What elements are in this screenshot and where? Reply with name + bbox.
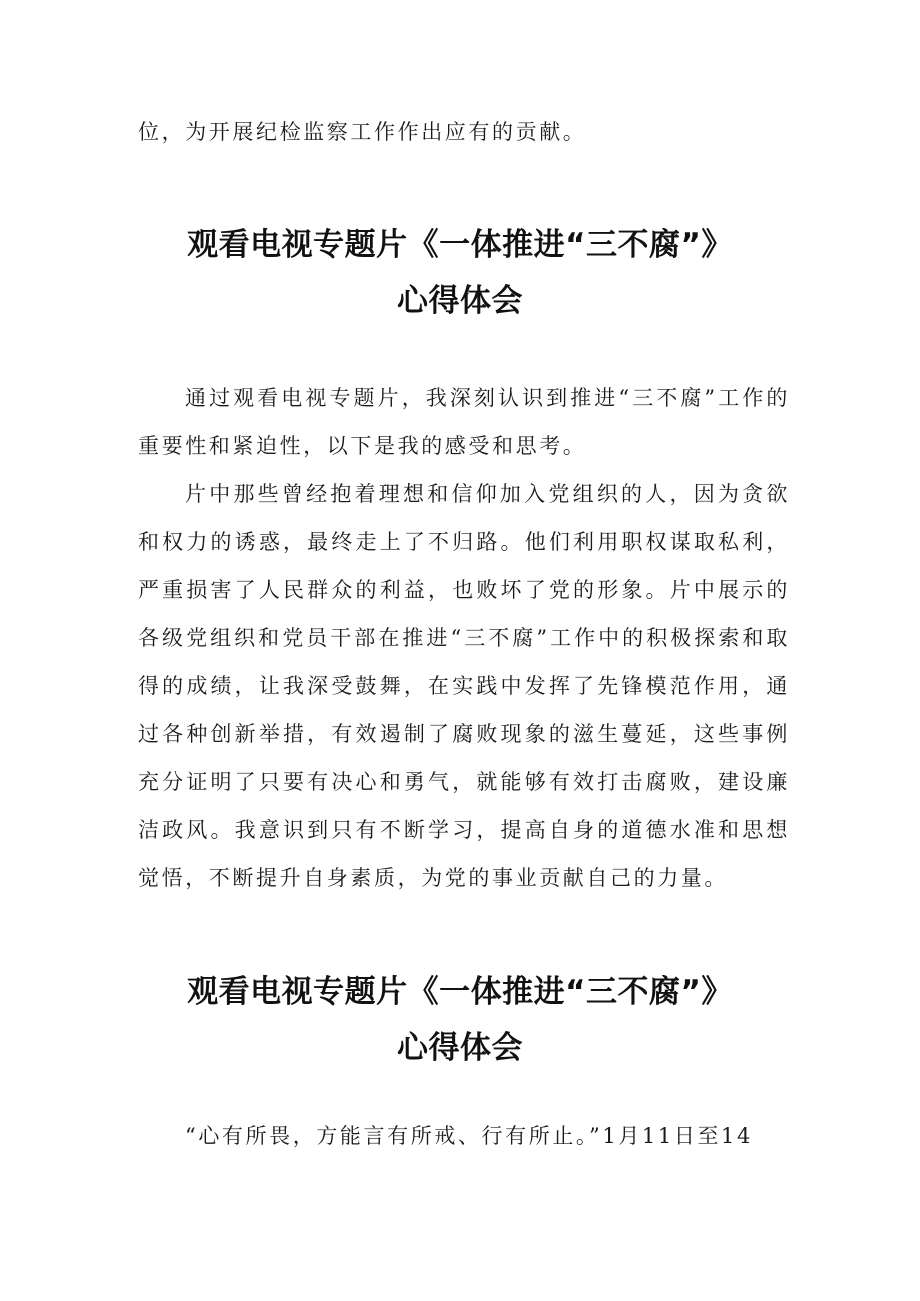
section-2-title <box>80 964 840 1076</box>
section-2-paragraph-1: “心有所畏，方能言有所戒、行有所止。”1月11日至14 <box>185 1124 753 1148</box>
section-1-body <box>138 374 790 902</box>
section-1-title-line-1: 观看电视专题片《一体推进“三不腐”》 <box>187 227 733 263</box>
section-2-title-line-2: 心得体会 <box>397 1030 523 1066</box>
section-1-paragraph-1: 通过观看电视专题片，我深刻认识到推进“三不腐”工作的重要性和紧迫性，以下是我的感受和思考。 <box>138 386 790 458</box>
section-1-title-line-2: 心得体会 <box>397 283 523 319</box>
section-2-title-line-1: 观看电视专题片《一体推进“三不腐”》 <box>187 974 733 1010</box>
intro-fragment: 位，为开展纪检监察工作作出应有的贡献。 <box>138 120 587 144</box>
section-1-title <box>80 217 840 329</box>
section-1-paragraph-2: 片中那些曾经抱着理想和信仰加入党组织的人，因为贪欲和权力的诱惑，最终走上了不归路。他们利用职权谋取私利，严重损害了人民群众的利益，也败坏了党的形象。片中展示的各级党组织和党员干部在推进“三不腐”工作中的积极探索和取得的成绩，让我深受鼓舞，在实践中发挥了先锋模范作用，通过各种创新举措，有效遏制了腐败现象的滋生蔓延，这些事例充分证明了只要有决心和勇气，就能够有效打击腐败，建设廉洁政风。我意识到只有不断学习，提高自身的道德水准和思想觉悟，不断提升自身素质，为党的事业贡献自己的力量。 <box>138 482 790 890</box>
section-2-body <box>138 1112 790 1160</box>
